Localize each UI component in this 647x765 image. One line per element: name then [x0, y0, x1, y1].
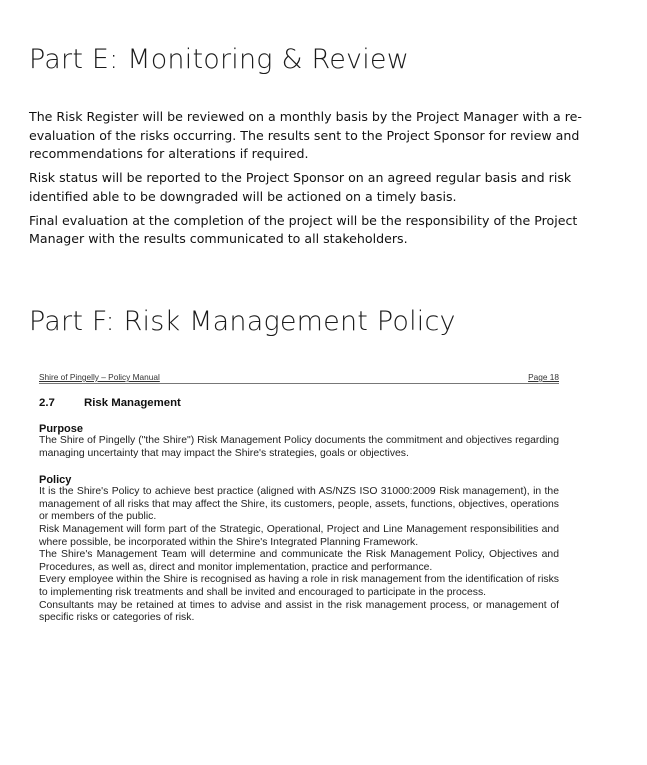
policy-paragraph: The Shire's Management Team will determine and communicate the Risk Management Policy, Objectives and Procedures, as well as, direct and monitor implementation, practice and performance.	[39, 549, 559, 573]
running-header	[39, 372, 559, 384]
purpose-heading: Purpose	[39, 423, 84, 435]
section-heading	[39, 397, 559, 409]
part-e-heading: Part E: Monitoring & Review	[29, 44, 410, 75]
part-e-paragraph: The Risk Register will be reviewed on a monthly basis by the Project Manager with a re-evaluation of the risks occurring. The results sent to the Project Sponsor for review and recommendations for alterations if required.	[29, 109, 582, 161]
page-number: Page 18	[528, 372, 559, 382]
section-title: Risk Management	[84, 397, 181, 409]
policy-paragraph: Risk Management will form part of the Strategic, Operational, Project and Line Management responsibilities and where possible, be incorporated within the Shire's Integrated Planning Framework.	[39, 523, 559, 548]
part-e-paragraph: Risk status will be reported to the Project Sponsor on an agreed regular basis and risk identified able to be downgraded will be actioned on a timely basis.	[29, 170, 572, 204]
part-e-paragraph: Final evaluation at the completion of the project will be the responsibility of the Project Manager with the results communicated to all stakeholders.	[29, 212, 578, 246]
section-number: 2.7	[39, 397, 55, 409]
policy-paragraph: It is the Shire's Policy to achieve best practice (aligned with AS/NZS ISO 31000:2009 Risk management), in the management of all risks that may affect the Shire, its customers, people, assets, functions, objectives, operations or members of the public.	[39, 486, 559, 523]
part-e-body	[29, 108, 617, 254]
policy-paragraph: Consultants may be retained at times to advise and assist in the risk management process, or management of specific risks or categories of risk.	[39, 599, 559, 624]
part-f-heading: Part F: Risk Management Policy	[29, 306, 456, 337]
running-header-title: Shire of Pingelly – Policy Manual	[39, 372, 160, 382]
policy-paragraph: Every employee within the Shire is recognised as having a role in risk management from the identification of risks to implementing risk treatments and shall be invited and encouraged to participate in the process.	[39, 574, 559, 598]
policy-manual-excerpt	[39, 372, 559, 625]
purpose-text: The Shire of Pingelly ("the Shire") Risk Management Policy documents the commitment and objectives regarding managing uncertainty that may impact the Shire's strategies, goals or objectives.	[39, 435, 559, 459]
policy-heading: Policy	[39, 474, 72, 487]
